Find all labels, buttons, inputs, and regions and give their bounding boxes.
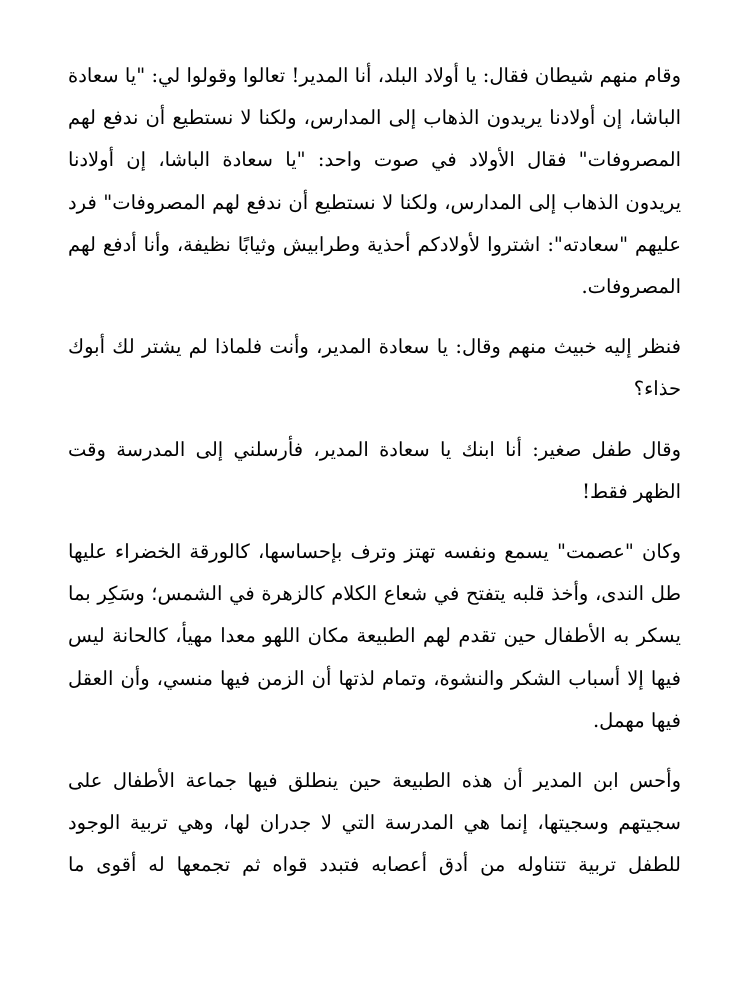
paragraph-1: وقام منهم شيطان فقال: يا أولاد البلد، أنا المدير! تعالوا وقولوا لي: "يا سعادة الباشا، إن أولادنا يريدون الذهاب إلى المدارس، ولكنا لا نستطيع أن ندفع لهم المصروفات" فقال الأولاد في صوت واحد: "يا سعادة الباشا، إن أولادنا يريدون الذهاب إلى المدارس، ولكنا لا نستطيع أن ندفع لهم المصروفات" فرد عليهم "سعادته": اشتروا لأولادكم أحذية وطرابيش وثيابًا نظيفة، وأنا أدفع لهم المصروفات. [68,64,681,299]
paragraph-3: وقال طفل صغير: أنا ابنك يا سعادة المدير، فأرسلني إلى المدرسة وقت الظهر فقط! [68,437,681,503]
paragraph-5: وأحس ابن المدير أن هذه الطبيعة حين ينطلق فيها جماعة الأطفال على سجيتهم وسجيتها، إنما هي المدرسة التي لا جدران لها، وهي تربية الوجود للطفل تربية تتناوله من أدق أعصابه فتبدد قواه ثم تجمعها له أقوى ما [68,769,681,877]
paragraph-2: فنظر إليه خبيث منهم وقال: يا سعادة المدير، وأنت فلماذا لم يشتر لك أبوك حذاء؟ [68,335,681,401]
paragraph-4: وكان "عصمت" يسمع ونفسه تهتز وترف بإحساسها، كالورقة الخضراء عليها طل الندى، وأخذ قلبه يتفتح في شعاع الكلام كالزهرة في الشمس؛ وسَكِر بما يسكر به الأطفال حين تقدم لهم الطبيعة مكان اللهو معدا مهيأ، كالحانة ليس فيها إلا أسباب الشكر والنشوة، وتمام لذتها أن الزمن فيها منسي، وأن العقل فيها مهمل. [68,540,681,732]
